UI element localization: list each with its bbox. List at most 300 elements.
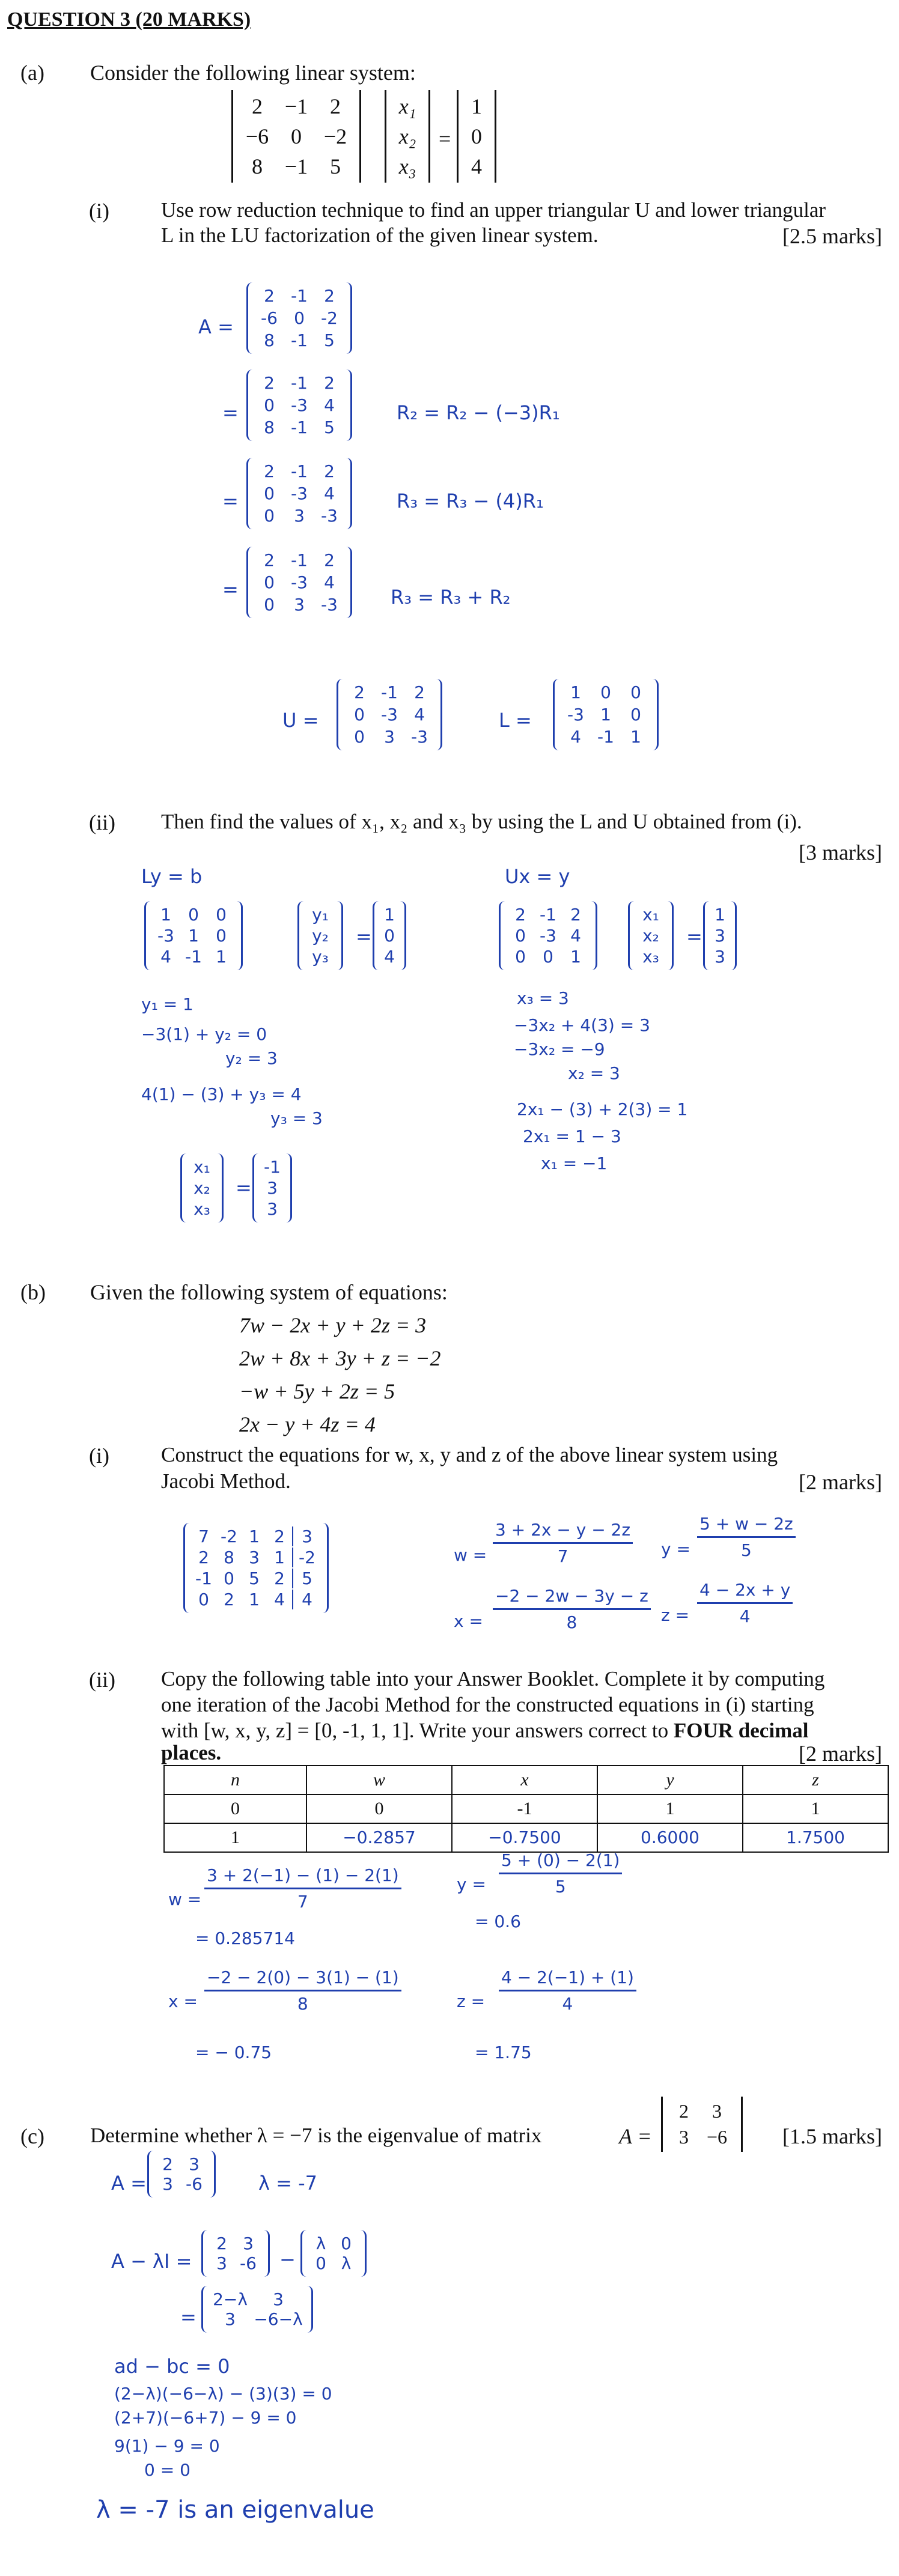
matrix-cell: 0	[315, 2253, 326, 2273]
part-b-ii-marks: [2 marks]	[799, 1742, 882, 1766]
fraction-numerator: 3 + 2(−1) − (1) − 2(1)	[204, 1865, 401, 1889]
hw-a-label: A =	[198, 315, 234, 338]
matrix-cell: -2	[321, 308, 338, 328]
matrix-cell: 0	[264, 395, 275, 415]
part-c-question: Determine whether λ = −7 is the eigenvalue of matrix	[90, 2124, 542, 2147]
equals-sign: =	[439, 127, 451, 151]
part-b-equation: 2x − y + 4z = 4	[239, 1412, 376, 1436]
matrix-cell: 2	[324, 373, 335, 393]
fraction-denominator: 5	[555, 1877, 566, 1897]
matrix-cell: 0	[264, 573, 275, 592]
hw-back-step: x₁ = −1	[541, 1153, 608, 1173]
matrix-cell: 2	[679, 2100, 689, 2122]
matrix-cell: -1	[195, 1569, 212, 1588]
jacobi-iteration-table	[163, 1765, 889, 1853]
part-a-i-question-line2: L in the LU factorization of the given linear system.	[161, 223, 599, 247]
fraction-numerator: 3 + 2x − y − 2z	[493, 1520, 633, 1544]
fraction-denominator: 8	[566, 1612, 577, 1632]
hw-back-step: x₃ = 3	[517, 988, 569, 1008]
hw-matrix-step2	[246, 458, 352, 529]
part-b-ii-label: (ii)	[89, 1668, 115, 1692]
vector-cell: -1	[264, 1157, 281, 1177]
matrix-cell: -1	[291, 286, 308, 306]
matrix-cell: 4	[570, 727, 581, 747]
matrix-cell: 2	[264, 373, 275, 393]
matrix-cell: 2	[264, 550, 275, 570]
part-c-label: (c)	[20, 2124, 44, 2148]
part-a-variable-vector	[385, 90, 430, 183]
table-cell: 0	[306, 1794, 452, 1823]
part-c-marks: [1.5 marks]	[782, 2124, 882, 2148]
fraction-numerator: −2 − 2w − 3y − z	[493, 1586, 651, 1610]
part-a-label: (a)	[20, 61, 44, 85]
matrix-cell: 4	[324, 395, 335, 415]
hw-lower-matrix	[553, 679, 659, 750]
hw-calc-z-result: = 1.75	[475, 2043, 532, 2062]
fraction-denominator: 7	[557, 1546, 568, 1566]
matrix-cell: 3	[225, 2309, 236, 2329]
table-header: x	[452, 1766, 597, 1794]
matrix-cell: -2	[299, 1548, 315, 1567]
matrix-cell: -6	[240, 2253, 257, 2273]
hw-back-step: −3x₂ + 4(3) = 3	[514, 1015, 650, 1035]
hw-equals: =	[686, 925, 702, 948]
matrix-cell: 0	[216, 905, 227, 925]
hw-jacobi-x-lhs: x =	[454, 1611, 483, 1631]
matrix-cell: 5	[330, 154, 341, 178]
matrix-cell: 0	[291, 124, 302, 148]
part-c-matrix-label: A =	[619, 2124, 652, 2148]
hw-c-a-label: A =	[111, 2172, 147, 2195]
hw-calc-x-fraction	[204, 1967, 401, 2014]
fraction-numerator: 4 − 2(−1) + (1)	[499, 1967, 636, 1991]
fraction-numerator: 5 + (0) − 2(1)	[499, 1850, 622, 1874]
matrix-cell: 2	[264, 461, 275, 481]
fraction-denominator: 7	[297, 1892, 308, 1912]
hw-forward-step: y₂ = 3	[225, 1048, 278, 1068]
table-header: n	[164, 1766, 306, 1794]
matrix-cell: -1	[291, 373, 308, 393]
hw-jacobi-y-lhs: y =	[661, 1539, 690, 1559]
vector-cell: x₃	[194, 1199, 210, 1219]
matrix-cell: 4	[570, 926, 581, 946]
vector-cell: 4	[471, 154, 482, 178]
matrix-cell: -1	[291, 461, 308, 481]
matrix-cell: 5	[324, 418, 335, 437]
hw-row-op-3: R₃ = R₃ + R₂	[391, 586, 511, 609]
matrix-cell: 2	[274, 1569, 285, 1588]
hw-c-step: 9(1) − 9 = 0	[114, 2436, 220, 2456]
table-cell	[597, 1823, 743, 1852]
matrix-cell: -1	[291, 330, 308, 350]
matrix-cell: -1	[381, 682, 398, 702]
part-b-ii-question-line4: places.	[161, 1741, 222, 1764]
hw-augmented-matrix	[183, 1523, 329, 1613]
hw-ux-x-vector	[628, 901, 674, 970]
matrix-cell: 3	[162, 2174, 173, 2194]
vector-cell: 0	[471, 124, 482, 148]
vector-cell: 1	[715, 905, 725, 925]
handwritten-value: −0.7500	[488, 1827, 561, 1847]
matrix-cell: 0	[515, 947, 526, 967]
vector-cell: x₂	[642, 926, 659, 946]
hw-solution-x-vector	[180, 1153, 224, 1223]
matrix-cell: −2	[323, 124, 347, 148]
part-b-ii-question-line1: Copy the following table into your Answer Booklet. Complete it by computing	[161, 1667, 825, 1690]
part-a-ii-label: (ii)	[89, 810, 115, 834]
part-b-ii-question-line3	[161, 1719, 808, 1743]
matrix-cell: 8	[264, 330, 275, 350]
matrix-cell: 4	[324, 484, 335, 503]
vector-cell: x₁	[194, 1157, 210, 1177]
matrix-cell: 0	[515, 926, 526, 946]
hw-ly-b-title: Ly = b	[141, 865, 203, 888]
vector-cell: y₂	[312, 926, 329, 946]
part-c-matrix	[661, 2097, 743, 2152]
part-b-i-question-line2: Jacobi Method.	[161, 1469, 291, 1493]
hw-row-op-2: R₃ = R₃ − (4)R₁	[397, 490, 544, 512]
matrix-cell: 2−λ	[213, 2289, 248, 2309]
table-header: y	[597, 1766, 743, 1794]
matrix-cell: -1	[185, 947, 202, 967]
matrix-cell: 0	[198, 1590, 209, 1609]
hw-c-a-matrix-repeat	[201, 2230, 270, 2277]
matrix-cell: 0	[216, 926, 227, 946]
matrix-cell: -3	[291, 484, 308, 503]
table-cell: 1	[743, 1794, 888, 1823]
hw-forward-step: −3(1) + y₂ = 0	[141, 1024, 267, 1044]
hw-matrix-step1	[246, 369, 352, 441]
matrix-cell: 2	[324, 550, 335, 570]
hw-jacobi-y-fraction	[697, 1514, 796, 1560]
vector-cell: 1	[384, 905, 395, 925]
hw-equals: =	[222, 490, 239, 512]
matrix-cell: 0	[543, 947, 553, 967]
hw-ux-y-vector	[703, 901, 737, 970]
part-a-i-question-line1: Use row reduction technique to find an upper triangular U and lower triangular	[161, 198, 826, 222]
matrix-cell: -3	[567, 705, 584, 724]
hw-calc-z-lhs: z =	[457, 1991, 486, 2011]
fraction-numerator: 4 − 2x + y	[697, 1580, 793, 1604]
vector-cell: y₁	[312, 905, 329, 925]
matrix-cell: -3	[321, 506, 338, 526]
part-b-equation: 7w − 2x + y + 2z = 3	[239, 1313, 427, 1337]
matrix-cell: 5	[249, 1569, 260, 1588]
matrix-cell: 2	[324, 286, 335, 306]
vector-cell: 3	[267, 1178, 278, 1198]
matrix-cell: 1	[274, 1548, 285, 1567]
question-title: QUESTION 3 (20 MARKS)	[7, 8, 251, 31]
question-text: with [w, x, y, z] = [0, -1, 1, 1]. Write your answers correct to	[161, 1719, 674, 1742]
matrix-cell: 8	[252, 154, 263, 178]
hw-equals: =	[236, 1176, 252, 1199]
matrix-cell: 5	[324, 330, 335, 350]
hw-jacobi-w-lhs: w =	[454, 1545, 487, 1565]
handwritten-value: −0.2857	[343, 1827, 416, 1847]
matrix-cell: 3	[189, 2154, 200, 2174]
matrix-cell: 3	[679, 2126, 689, 2148]
hw-c-lambda: λ = -7	[258, 2172, 317, 2195]
vector-cell: x₃	[398, 154, 416, 178]
hw-jacobi-x-fraction	[493, 1586, 651, 1632]
matrix-cell: -1	[291, 418, 308, 437]
hw-equals: =	[356, 925, 372, 948]
hw-calc-x-result: = − 0.75	[195, 2043, 272, 2062]
part-a-ii-question: Then find the values of x₁, x₂ and x₃ by using the L and U obtained from (i).	[161, 810, 802, 833]
vector-cell: x₂	[194, 1178, 210, 1198]
fraction-denominator: 4	[739, 1606, 751, 1626]
matrix-cell: 1	[216, 947, 227, 967]
matrix-cell: 1	[570, 682, 581, 702]
hw-calc-w-fraction	[204, 1865, 401, 1912]
hw-upper-matrix	[337, 679, 442, 750]
hw-c-result-matrix	[201, 2286, 313, 2333]
hw-c-a-matrix	[147, 2151, 216, 2198]
handwritten-value: 1.7500	[786, 1827, 845, 1847]
vector-cell: 1	[471, 94, 482, 118]
table-header: z	[743, 1766, 888, 1794]
hw-ux-u-matrix	[499, 901, 597, 970]
matrix-cell: 2	[224, 1590, 234, 1609]
part-b-i-label: (i)	[89, 1444, 109, 1468]
hw-forward-step: y₃ = 3	[270, 1108, 323, 1128]
hw-solution-values	[252, 1153, 292, 1223]
matrix-cell: −6−λ	[254, 2309, 303, 2329]
part-b-i-marks: [2 marks]	[799, 1470, 882, 1494]
matrix-cell: 0	[264, 484, 275, 503]
hw-calc-x-lhs: x =	[168, 1991, 198, 2011]
hw-back-step: 2x₁ − (3) + 2(3) = 1	[517, 1099, 688, 1119]
fraction-numerator: 5 + w − 2z	[697, 1514, 796, 1538]
hw-equals: =	[180, 2306, 197, 2328]
matrix-cell: 4	[160, 947, 171, 967]
matrix-cell: 2	[216, 2234, 227, 2253]
augment-divider	[292, 1526, 293, 1546]
table-header: w	[306, 1766, 452, 1794]
augment-divider	[292, 1590, 293, 1609]
hw-jacobi-z-lhs: z =	[661, 1605, 690, 1625]
table-cell: 1	[597, 1794, 743, 1823]
matrix-cell: 0	[341, 2234, 352, 2253]
part-b-intro: Given the following system of equations:	[90, 1280, 448, 1304]
matrix-cell: -6	[186, 2174, 203, 2194]
part-a-coefficient-matrix	[231, 90, 361, 183]
part-a-rhs-vector	[457, 90, 496, 183]
matrix-cell: 0	[264, 506, 275, 526]
hw-c-step: ad − bc = 0	[114, 2355, 230, 2378]
part-b-label: (b)	[20, 1280, 46, 1304]
matrix-cell: -1	[291, 550, 308, 570]
hw-back-step: −3x₂ = −9	[514, 1039, 605, 1059]
matrix-cell: 5	[302, 1569, 312, 1588]
matrix-cell: 4	[302, 1590, 312, 1609]
augment-divider	[292, 1569, 293, 1588]
matrix-cell: −6	[706, 2126, 728, 2148]
hw-matrix-step3	[246, 547, 352, 618]
part-a-intro: Consider the following linear system:	[90, 61, 416, 85]
matrix-cell: 0	[354, 727, 365, 747]
vector-cell: 3	[715, 926, 725, 946]
table-cell	[452, 1823, 597, 1852]
matrix-cell: -3	[291, 573, 308, 592]
matrix-cell: 3	[294, 506, 305, 526]
matrix-cell: -3	[540, 926, 556, 946]
matrix-cell: 0	[354, 705, 365, 724]
vector-cell: x₃	[642, 947, 659, 967]
handwritten-value: 0.6000	[641, 1827, 699, 1847]
part-b-i-question-line1: Construct the equations for w, x, y and z of the above linear system using	[161, 1443, 778, 1466]
matrix-cell: 2	[515, 905, 526, 925]
matrix-cell: 2	[198, 1548, 209, 1567]
matrix-cell: 2	[570, 905, 581, 925]
hw-ly-y-vector	[297, 901, 343, 970]
part-a-ii-marks: [3 marks]	[799, 840, 882, 864]
hw-back-step: 2x₁ = 1 − 3	[523, 1126, 621, 1146]
hw-forward-step: y₁ = 1	[141, 994, 194, 1014]
fraction-numerator: −2 − 2(0) − 3(1) − (1)	[204, 1967, 401, 1991]
matrix-cell: 2	[264, 286, 275, 306]
hw-equals: =	[222, 401, 239, 424]
matrix-cell: λ	[341, 2253, 352, 2273]
hw-c-a-minus-lambda-i: A − λI =	[111, 2250, 192, 2273]
hw-c-minus: −	[279, 2248, 296, 2271]
fraction-denominator: 4	[562, 1994, 573, 2014]
matrix-cell: 1	[188, 926, 199, 946]
matrix-cell: -3	[381, 705, 398, 724]
matrix-cell: 3	[249, 1548, 260, 1567]
matrix-cell: 3	[273, 2289, 284, 2309]
matrix-cell: 8	[224, 1548, 234, 1567]
matrix-cell: -1	[540, 905, 556, 925]
matrix-cell: 0	[294, 308, 305, 328]
matrix-cell: 1	[630, 727, 641, 747]
matrix-cell: 2	[252, 94, 263, 118]
matrix-cell: 2	[354, 682, 365, 702]
part-a-i-label: (i)	[89, 199, 109, 223]
matrix-cell: -3	[157, 926, 174, 946]
augment-divider	[292, 1548, 293, 1567]
matrix-cell: 2	[330, 94, 341, 118]
matrix-cell: 0	[264, 595, 275, 615]
hw-calc-z-fraction	[499, 1967, 636, 2014]
matrix-cell: -1	[597, 727, 614, 747]
hw-row-op-1: R₂ = R₂ − (−3)R₁	[397, 401, 560, 424]
matrix-cell: -6	[261, 308, 278, 328]
matrix-cell: 0	[630, 705, 641, 724]
hw-jacobi-w-fraction	[493, 1520, 633, 1566]
hw-ly-b-vector	[373, 901, 406, 970]
hw-calc-w-result: = 0.285714	[195, 1928, 295, 1948]
matrix-cell: 3	[216, 2253, 227, 2273]
fraction-denominator: 5	[740, 1540, 752, 1560]
vector-cell: x₂	[398, 124, 416, 148]
matrix-cell: 1	[600, 705, 611, 724]
matrix-cell: 1	[249, 1590, 260, 1609]
matrix-cell: 0	[224, 1569, 234, 1588]
table-cell: 1	[164, 1823, 306, 1852]
hw-matrix-initial	[246, 282, 352, 354]
part-b-equation: −w + 5y + 2z = 5	[239, 1379, 395, 1403]
matrix-cell: -3	[321, 595, 338, 615]
matrix-cell: 1	[249, 1526, 260, 1546]
vector-cell: y₃	[312, 947, 329, 967]
matrix-cell: -3	[411, 727, 428, 747]
vector-cell: 4	[384, 947, 395, 967]
table-cell: 0	[164, 1794, 306, 1823]
table-header-row	[164, 1766, 888, 1794]
hw-ly-l-matrix	[144, 901, 243, 970]
matrix-cell: −1	[284, 94, 308, 118]
fraction-denominator: 8	[297, 1994, 308, 2014]
table-row	[164, 1794, 888, 1823]
hw-calc-y-result: = 0.6	[475, 1912, 521, 1931]
table-cell: -1	[452, 1794, 597, 1823]
hw-c-step: (2+7)(−6+7) − 9 = 0	[114, 2408, 297, 2428]
matrix-cell: −1	[284, 154, 308, 178]
vector-cell: x₁	[398, 94, 416, 118]
matrix-cell: 0	[630, 682, 641, 702]
matrix-cell: 4	[274, 1590, 285, 1609]
matrix-cell: 7	[198, 1526, 209, 1546]
matrix-cell: 2	[274, 1526, 285, 1546]
question-emphasis: FOUR decimal	[673, 1719, 809, 1742]
matrix-cell: 3	[294, 595, 305, 615]
hw-ux-y-title: Ux = y	[505, 865, 570, 888]
matrix-cell: 2	[324, 461, 335, 481]
vector-cell: 3	[267, 1199, 278, 1219]
hw-c-conclusion: λ = -7 is an eigenvalue	[96, 2496, 374, 2524]
matrix-cell: 4	[324, 573, 335, 592]
matrix-cell: 4	[414, 705, 425, 724]
matrix-cell: 0	[600, 682, 611, 702]
part-b-ii-question-line2: one iteration of the Jacobi Method for the constructed equations in (i) starting	[161, 1693, 814, 1716]
hw-jacobi-z-fraction	[697, 1580, 793, 1626]
table-cell	[306, 1823, 452, 1852]
hw-c-step: 0 = 0	[144, 2460, 190, 2480]
hw-forward-step: 4(1) − (3) + y₃ = 4	[141, 1084, 302, 1104]
matrix-cell: 3	[384, 727, 395, 747]
matrix-cell: -3	[291, 395, 308, 415]
part-a-i-marks: [2.5 marks]	[782, 224, 882, 248]
matrix-cell: 1	[160, 905, 171, 925]
matrix-cell: 0	[188, 905, 199, 925]
matrix-cell: 3	[302, 1526, 312, 1546]
vector-cell: 3	[715, 947, 725, 967]
hw-calc-y-lhs: y =	[457, 1874, 486, 1894]
vector-cell: x₁	[642, 905, 659, 925]
table-row	[164, 1823, 888, 1852]
matrix-cell: 3	[712, 2100, 722, 2122]
hw-equals: =	[222, 578, 239, 601]
matrix-cell: 8	[264, 418, 275, 437]
matrix-cell: 3	[243, 2234, 254, 2253]
hw-back-step: x₂ = 3	[568, 1063, 620, 1083]
part-b-equation: 2w + 8x + 3y + z = −2	[239, 1346, 441, 1370]
hw-l-label: L =	[499, 709, 532, 732]
table-cell	[743, 1823, 888, 1852]
hw-calc-w-lhs: w =	[168, 1889, 202, 1909]
hw-calc-y-fraction	[499, 1850, 622, 1897]
matrix-cell: 1	[570, 947, 581, 967]
matrix-cell: 2	[414, 682, 425, 702]
matrix-cell: −6	[245, 124, 269, 148]
hw-c-step: (2−λ)(−6−λ) − (3)(3) = 0	[114, 2384, 332, 2404]
hw-u-label: U =	[282, 709, 319, 732]
matrix-cell: 2	[162, 2154, 173, 2174]
hw-c-lambda-identity	[300, 2230, 367, 2277]
matrix-cell: -2	[221, 1526, 237, 1546]
matrix-cell: λ	[315, 2234, 326, 2253]
